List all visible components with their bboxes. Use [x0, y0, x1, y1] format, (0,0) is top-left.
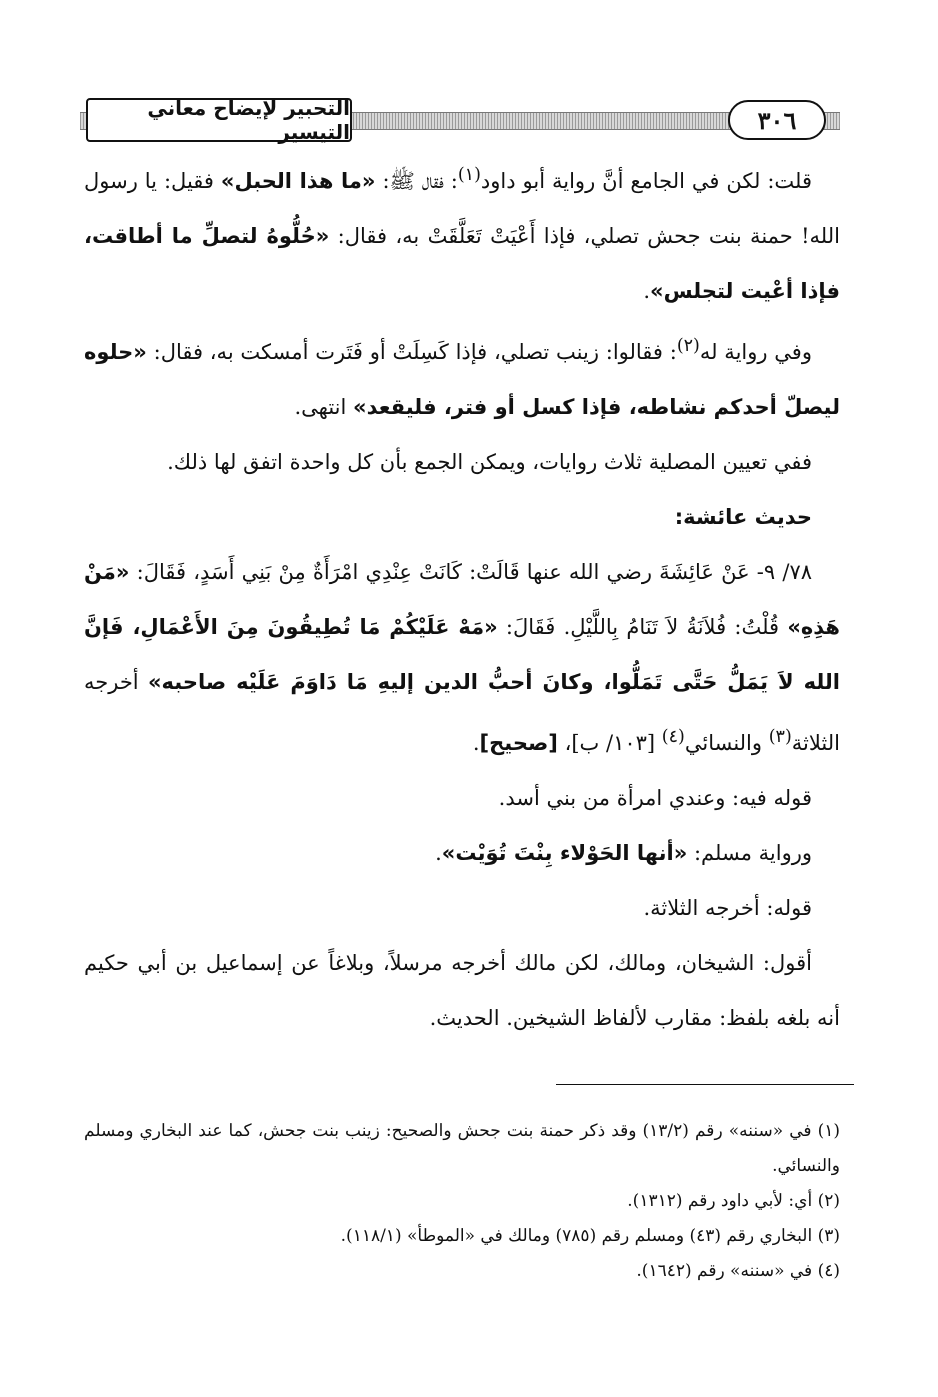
quote: «حلوه ليصلّ أحدكم نشاطه، فإذا كسل أو فتر، فليقعد»	[84, 340, 840, 419]
text-span: .	[643, 279, 650, 303]
footnote-ref: (٣)	[768, 727, 792, 747]
quote: «حُلُّوهُ لتصلِّ ما أطاقت، فإذا أعْيت لتجلس»	[84, 224, 840, 303]
page-header	[80, 98, 840, 144]
text-span: [١٠٣/ ب]،	[557, 731, 662, 755]
text-span: .	[472, 731, 480, 755]
quote: «أنها الحَوْلاء بِنْتَ تُوَيْت»	[441, 841, 688, 865]
paragraph-6: قوله: أخرجه الثلاثة.	[643, 896, 812, 920]
text-span: والنسائي	[684, 731, 769, 755]
text-span: ورواية مسلم:	[687, 841, 812, 865]
footnote-divider	[556, 1084, 854, 1085]
paragraph-7: أقول: الشيخان، ومالك، لكن مالك أخرجه مرسلاً، وبلاغاً عن إسماعيل بن أبي حكيم أنه بلغه بلفظ: مقارب لألفاظ الشيخين. الحديث.	[84, 951, 840, 1030]
book-title: التحبير لإيضاح معاني التيسير	[86, 98, 352, 142]
section-heading	[84, 490, 840, 545]
text-span: وفي رواية له	[699, 340, 812, 364]
footnote-ref: (٤)	[661, 727, 685, 747]
footnotes	[84, 1114, 840, 1289]
main-text	[84, 148, 840, 1046]
footnote-ref: (١)	[457, 165, 481, 185]
text-span: فقيل: يا رسول الله! حمنة بنت جحش تصلي، فإذا أَعْيَتْ تَعَلَّقَتْ به، فقال:	[84, 169, 840, 248]
heading-text: حديث عائشة:	[674, 505, 812, 529]
paragraph-3: ففي تعيين المصلية ثلاث روايات، ويمكن الجمع بأن كل واحدة اتفق لها ذلك.	[167, 450, 812, 474]
page-number: ٣٠٦	[728, 100, 826, 140]
text-span: قُلْتُ: فُلاَنَةُ لاَ تَنَامُ بِاللَّيْلِ. فَقَالَ:	[497, 615, 788, 639]
footnote-2: (٢) أي: لأبي داود رقم (١٣١٢).	[627, 1191, 840, 1211]
grade-label: [صحيح]	[479, 731, 558, 755]
paragraph-1	[84, 148, 840, 319]
paragraph-5	[84, 826, 840, 881]
footnote-ref: (٢)	[676, 336, 700, 356]
hadith-paragraph	[84, 545, 840, 771]
quote: «ما هذا الحبل»	[220, 169, 376, 193]
paragraph-2	[84, 319, 840, 435]
text-span: .	[435, 841, 442, 865]
quote: «مَنْ هَذِهِ»	[84, 560, 840, 639]
footnote-1: (١) في «سننه» رقم (١٣/٢) وقد ذكر حمنة بنت جحش والصحيح: زينب بنت جحش، كما عند البخاري ومسلم والنسائي.	[84, 1121, 840, 1176]
paragraph-4: قوله فيه: وعندي امرأة من بني أسد.	[498, 786, 812, 810]
footnote-4: (٤) في «سننه» رقم (١٦٤٢).	[636, 1261, 840, 1281]
text-span: : فقال ﷺ:	[375, 169, 458, 193]
text-span: أخرجه الثلاثة	[84, 670, 840, 755]
text-span: : فقالوا: زينب تصلي، فإذا كَسِلَتْ أو فَتَرت أمسكت به، فقال:	[146, 340, 677, 364]
text-span: ٧٨/ ٩- عَنْ عَائِشَةَ رضي الله عنها قَالَتْ: كَانَتْ عِنْدِي امْرَأَةٌ مِنْ بَنِي أَسَدٍ، فَقَالَ:	[129, 560, 812, 584]
quote: «مَهْ عَلَيْكُمْ مَا تُطِيقُونَ مِنَ الأَعْمَالِ، فَإنَّ الله لاَ يَمَلُّ حَتَّى تَمَلُّوا، وكانَ أحبُّ الدين إليهِ مَا دَاوَمَ عَلَيْه صاحبه»	[84, 615, 840, 694]
footnote-3: (٣) البخاري رقم (٤٣) ومسلم رقم (٧٨٥) ومالك في «الموطأ» (١١٨/١).	[340, 1226, 840, 1246]
text-span: قلت: لكن في الجامع أنَّ رواية أبو داود	[480, 169, 813, 193]
text-span: انتهى.	[294, 395, 354, 419]
